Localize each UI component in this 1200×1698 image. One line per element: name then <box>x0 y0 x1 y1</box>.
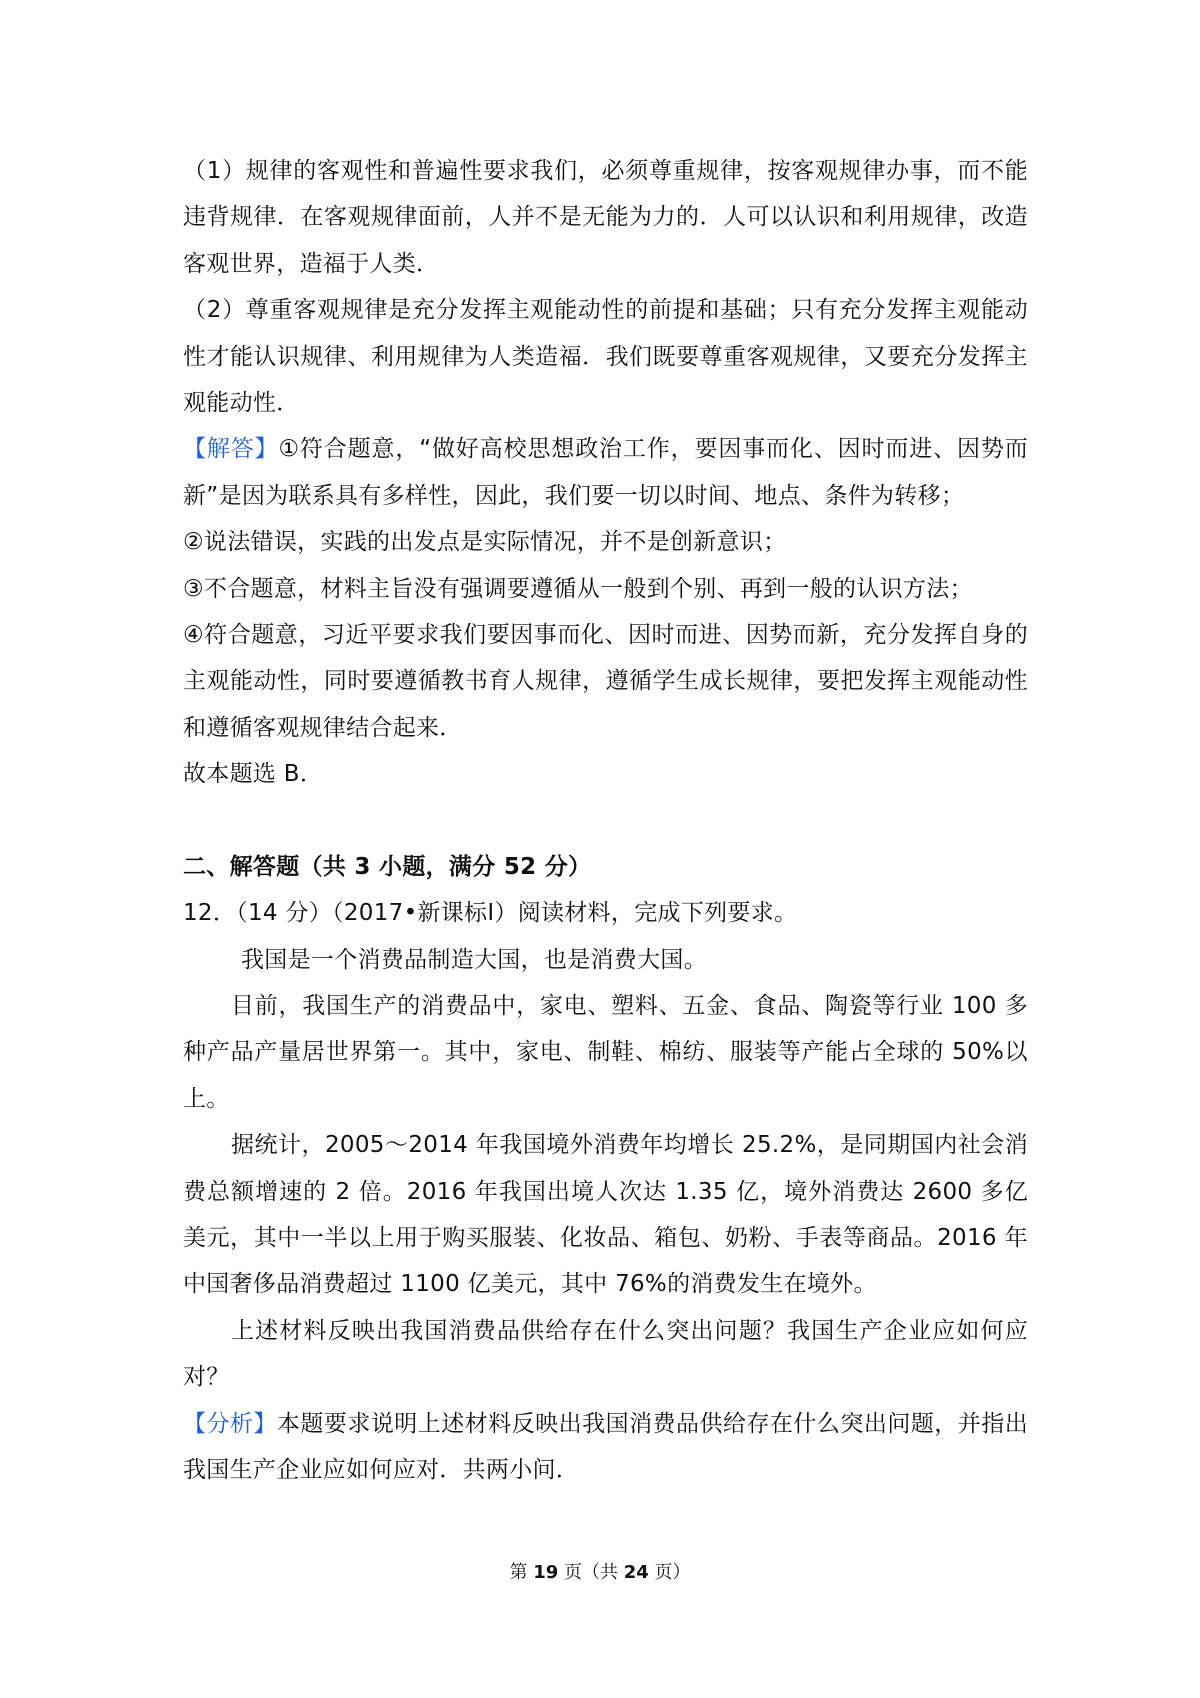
question-stem: 12．（14 分）（2017•新课标Ⅰ）阅读材料，完成下列要求。 <box>183 900 798 927</box>
analysis-paragraph <box>183 1401 1028 1494</box>
question-prompt: 上述材料反映出我国消费品供给存在什么突出问题？我国生产企业应如何应对？ <box>183 1317 1028 1391</box>
footer-middle: 页（共 <box>558 1562 624 1583</box>
page-content <box>183 148 1028 1493</box>
answer-conclusion: 故本题选 B． <box>183 761 324 788</box>
footer-prefix: 第 <box>509 1562 534 1583</box>
footer-page-number: 19 <box>533 1562 559 1583</box>
answer-item-3: ③不合题意，材料主旨没有强调要遵循从一般到个别、再到一般的认识方法； <box>183 575 973 602</box>
analysis-text: 本题要求说明上述材料反映出我国消费品供给存在什么突出问题，并指出我国生产企业应如何应对．共两小问． <box>183 1410 1029 1483</box>
answer-item-4: ④符合题意，习近平要求我们要因事而化、因时而进、因势而新，充分发挥自身的主观能动性，同时要遵循教书育人规律，遵循学生成长规律，要把发挥主观能动性和遵循客观规律结合起来． <box>183 622 1028 741</box>
analysis-tag: 【分析】 <box>183 1410 277 1437</box>
section-title: 二、解答题（共 3 小题，满分 52 分） <box>183 853 592 880</box>
material-paragraph-1: 我国是一个消费品制造大国，也是消费大国。 <box>241 946 707 973</box>
answer-item-2: ②说法错误，实践的出发点是实际情况，并不是创新意识； <box>183 529 787 556</box>
answer-intro <box>183 426 1028 519</box>
material-paragraph-2: 目前，我国生产的消费品中，家电、塑料、五金、食品、陶瓷等行业 100 多种产品产量居世界第一。其中，家电、制鞋、棉纺、服装等产能占全球的 50%以上。 <box>183 992 1028 1112</box>
analysis-point-1: （1）规律的客观性和普遍性要求我们，必须尊重规律，按客观规律办事，而不能违背规律．在客观规律面前，人并不是无能为力的．人可以认识和利用规律，改造客观世界，造福于人类． <box>183 158 1028 277</box>
material-paragraph-3: 据统计，2005～2014 年我国境外消费年均增长 25.2%，是同期国内社会消费总额增速的 2 倍。2016 年我国出境人次达 1.35 亿，境外消费达 2600 多亿美元，其中一半以上用于购买服装、化妆品、箱包、奶粉、手表等商品。2016 年中国奢侈品消费超过 1100 亿美元，其中 76%的消费发生在境外。 <box>183 1132 1028 1298</box>
footer-suffix: 页） <box>648 1562 691 1583</box>
analysis-point-2: （2）尊重客观规律是充分发挥主观能动性的前提和基础；只有充分发挥主观能动性才能认识规律、利用规律为人类造福．我们既要尊重客观规律，又要充分发挥主观能动性． <box>183 297 1028 417</box>
answer-item-1: ①符合题意，“做好高校思想政治工作，要因事而化、因时而进、因势而新”是因为联系具有多样性，因此，我们要一切以时间、地点、条件为转移； <box>183 436 1028 509</box>
section-gap <box>183 798 1028 844</box>
footer-total-pages: 24 <box>623 1562 649 1583</box>
answer-tag: 【解答】 <box>183 436 279 463</box>
page-footer <box>0 1558 1200 1584</box>
